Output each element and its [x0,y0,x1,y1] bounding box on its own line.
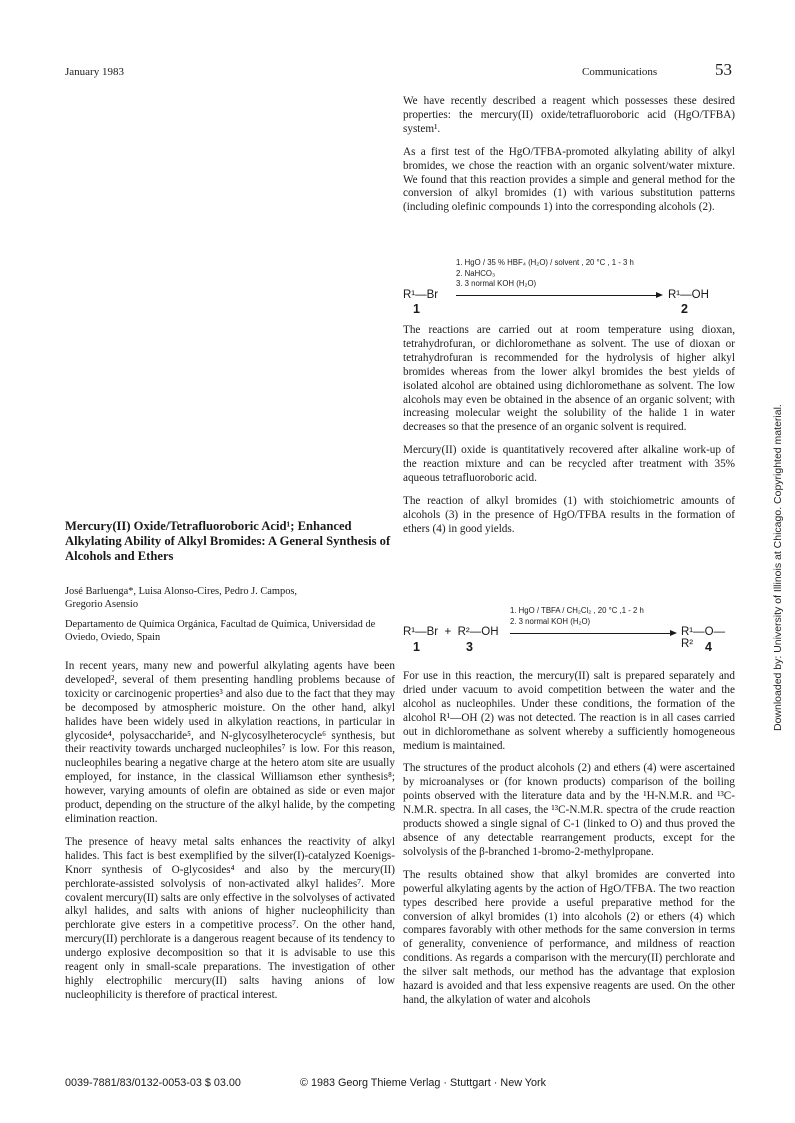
right-column-bottom [403,670,735,1017]
condition-line: 1. HgO / 35 % HBF₄ (H₂O) / solvent , 20 °C , 1 - 3 h [456,258,634,267]
page-number: 53 [715,60,732,79]
article-title: Mercury(II) Oxide/Tetrafluoroboric Acid¹; Enhanced Alkylating Ability of Alkyl Bromides: A General Synthesis of Alcohols and Ethers [65,519,391,563]
compound-number: 1 [413,640,420,654]
paragraph: The presence of heavy metal salts enhances the reactivity of alkyl halides. This fact is best exemplified by the silver(I)-catalyzed Koenigs-Knorr synthesis of O-glycosides⁴ and also by the mercury(II) perchlorate-assisted solvolysis of non-activated alkyl halides⁷. More covalent mercury(II) salts are only effective in the solvolyses of activated alkyl halides, and salts with anions of higher nucleophilicity than perchlorate give esters in a competitive process⁷. On the other hand, mercury(II) perchlorate is a dangerous reagent because of its tendency to undergo explosive decomposition so that it is advisable to use this reagent only in small-scale preparations. The investigation of other highly electrophilic mercury(II) salts having anions of low nucleophilicity is therefore of practical interest. [65,835,395,1001]
paragraph: The structures of the product alcohols (2) and ethers (4) were ascertained by microanalyses or (for known products) comparison of the boiling points observed with the literature data and by the ¹H-N.M.R. and ¹³C-N.M.R. spectra. In all cases, the ¹³C-N.M.R. spectra of the crude reaction products showed a single signal of C-1 (linked to O) and thus proved the absence of any detectable rearrangement products, except for the solvolysis of the β-branched 1-bromo-2-methylpropane. [403,762,735,858]
authors [65,585,395,611]
condition-line: 1. HgO / TBFA / CH₂Cl₂ , 20 °C ,1 - 2 h [510,606,644,615]
issn-code: 0039-7881/83/0132-0053-03 $ 03.00 [65,1077,241,1089]
reactants-formula: R¹—Br + R²—OH [403,626,499,638]
copyright-notice: © 1983 Georg Thieme Verlag · Stuttgart · New York [300,1077,547,1089]
reaction-arrow [510,633,675,634]
authors-line: Gregorio Asensio [65,599,139,610]
compound-number: 3 [466,640,473,654]
authors-line: José Barluenga*, Luisa Alonso-Cires, Pedro J. Campos, [65,586,298,597]
running-section: Communications [582,66,658,78]
reaction-scheme-1 [403,258,735,318]
compound-number: 1 [413,302,420,316]
reaction-scheme-2 [403,606,735,664]
running-date: January 1983 [65,66,124,78]
paragraph: Mercury(II) oxide is quantitatively recovered after alkaline work-up of the reaction mixture and can be recycled after treatment with 35% aqueous tetrafluoroboric acid. [403,444,735,485]
condition-line: 3. 3 normal KOH (H₂O) [456,279,537,288]
product-formula: R¹—OH [668,289,709,301]
right-column-top [403,95,735,224]
left-column [65,519,395,1012]
paragraph: The results obtained show that alkyl bromides are converted into powerful alkylating agents by the action of HgO/TFBA. The two reaction types described here provide a useful preparative method for the conversion of alkyl bromides (1) into alcohols (2) or ethers (4) which compares favorably with other methods for the same conversion in terms of generality, convenience of performance, and mildness of reaction conditions. As regards a comparison with the mercury(II) perchlorate and the silver salt methods, our method has the advantage that explosion hazard is avoided and that less expensive reagents are used. On the other hand, the alkylation of water and alcohols [403,868,735,1006]
paragraph: We have recently described a reagent which possesses these desired properties: the mercury(II) oxide/tetrafluoroboric acid (HgO/TFBA) system¹. [403,95,735,135]
compound-number: 2 [681,302,688,316]
paragraph: For use in this reaction, the mercury(II) salt is prepared separately and dried under vacuum to avoid competition between the water and the alcohol as nucleophiles. Under these conditions, the formation of the alcohol R¹—OH (2) was not detected. The reaction is in all cases carried out in dichloromethane as solvent whereby a sufficiently homogeneous medium is maintained. [403,670,735,752]
right-column-middle [403,324,735,546]
paragraph: In recent years, many new and powerful alkylating agents have been developed², several of them presenting handling problems because of toxicity or carcinogenic properties³ and also due to the fact that they may be decomposed by atmospheric moisture. On the other hand, alkyl halides have been widely used in alkylation reactions, in particular in glycoside⁴, polysaccharide⁵, and N-glycosylheterocycle⁶ synthesis, but their reactivity towards uncharged nucleophiles⁷ is low. For this reason, nucleophiles bearing a negative charge at the hetero atom site are usually employed, for instance, in the classical Williamson ether synthesis⁸; however, varying amounts of olefin are obtained as side or even major product, depending on the structure of the alkyl halide, by the competing elimination reaction. [65,660,395,825]
product-formula: R¹—O—R² [681,626,726,650]
download-watermark: Downloaded by: University of Illinois at Chicago. Copyrighted material. [772,404,784,732]
condition-line: 2. NaHCO₃ [456,268,496,278]
reaction-arrow [456,295,661,296]
paragraph: As a first test of the HgO/TFBA-promoted alkylating ability of alkyl bromides, we chose the reaction with an organic solvent/water mixture. We found that this reaction provides a simple and general method for the conversion of alkyl bromides (1) with various substitution patterns (including olefinic compounds 1) into the corresponding alcohols (2). [403,145,735,214]
condition-line: 2. 3 normal KOH (H₂O) [510,616,591,626]
paragraph: The reaction of alkyl bromides (1) with stoichiometric amounts of alcohols (3) in the presence of HgO/TFBA results in the formation of ethers (4) in good yields. [403,494,735,535]
paragraph: The reactions are carried out at room temperature using dioxan, tetrahydrofuran, or dichloromethane as solvent. The use of dioxan or tetrahydrofuran is recommended for the hydrolysis of higher alkyl bromides whereas from the lower alkyl bromides the best yields of isolated alcohol are obtained using dichloromethane as solvent. The low alcohols may even be obtained in the absence of an organic solvent; with increasing molecular weight the solubility of the halide 1 in water decreases so that the presence of an organic solvent is required. [403,324,735,434]
reactant-formula: R¹—Br [403,289,439,301]
compound-number: 4 [705,640,712,654]
affiliation: Departamento de Química Orgánica, Facultad de Química, Universidad de Oviedo, Oviedo, Spain [65,619,376,643]
